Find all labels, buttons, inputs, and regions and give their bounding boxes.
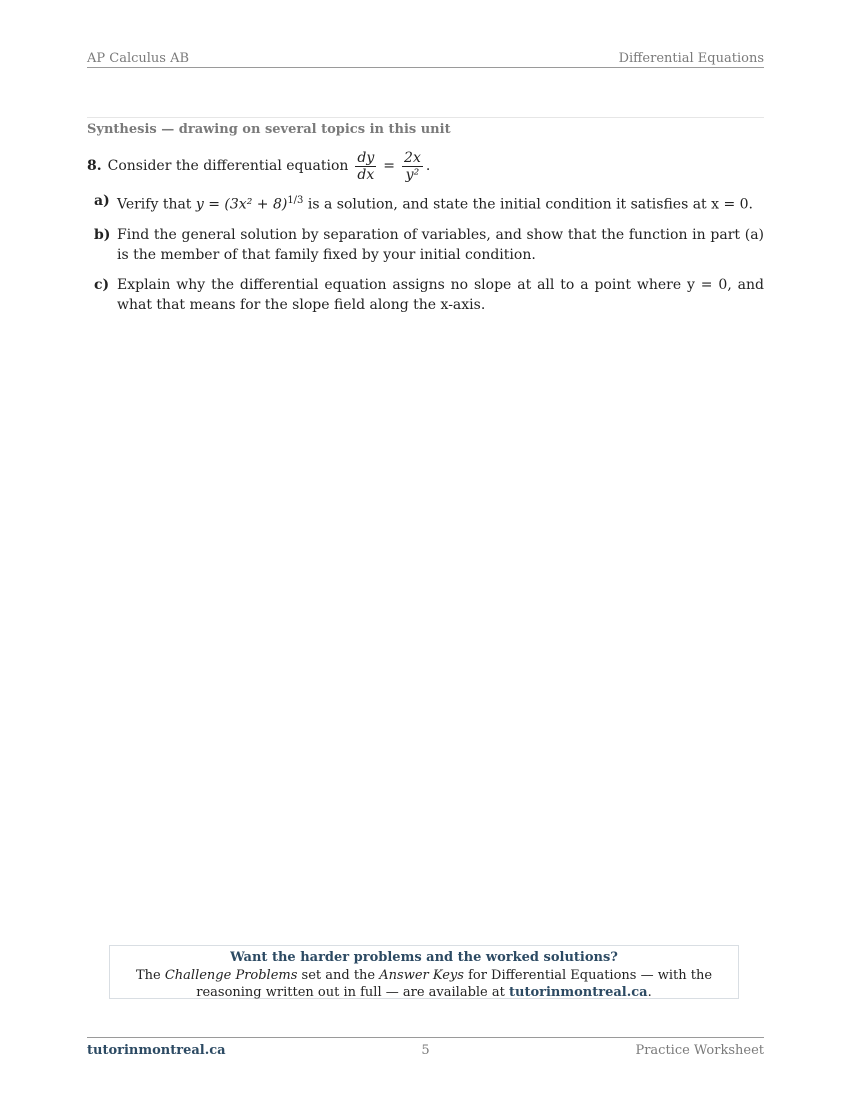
promo-body: The Challenge Problems set and the Answer Keys for Differential Equations — with the reasoning written out in full — are available at tutorinmontreal.ca. [135,968,713,1000]
answer-keys-label: Answer Keys [379,968,464,983]
section-divider [87,117,764,118]
problem-parts [87,191,764,325]
rhs-denominator: y² [405,166,420,183]
problem-intro: Consider the differential equation [107,157,349,174]
page-header [87,51,764,68]
challenge-problems-label: Challenge Problems [164,968,298,983]
footer-site-link[interactable]: tutorinmontreal.ca [87,1043,226,1058]
promo-title: Want the harder problems and the worked solutions? [230,950,618,965]
part-label: c) [94,276,110,293]
statement-end: . [425,157,431,174]
part-a-math: y = (3x² + 8) [195,196,288,213]
topic-title: Differential Equations [618,51,764,66]
part-b-text: Find the general solution by separation of variables, and show that the function in part (a) is the member of that family fixed by your initial condition. [117,226,764,263]
rhs-fraction [402,150,423,183]
promo-box [109,945,739,999]
page-number: 5 [421,1043,430,1058]
problem-statement [87,146,767,186]
part-label: b) [94,226,111,243]
problem-number: 8. [87,157,102,174]
part-c-text: Explain why the differential equation assigns no slope at all to a point where y = 0, and what that means for the slope field along the x-axis. [117,276,764,313]
part-a-pre: Verify that [117,196,196,213]
part-a [87,191,764,215]
rhs-numerator: 2x [404,149,421,166]
promo-link[interactable]: tutorinmontreal.ca [509,985,648,1000]
equals-sign: = [383,157,396,174]
fraction-denominator: dx [357,166,375,183]
page-footer [87,1037,764,1058]
problem-8 [87,146,767,186]
part-b [87,225,764,265]
part-a-exponent: 1/3 [287,195,304,206]
part-a-post: is a solution, and state the initial condition it satisfies at x = 0. [303,196,754,213]
section-title: Synthesis — drawing on several topics in this unit [87,122,451,137]
footer-label: Practice Worksheet [635,1043,764,1058]
fraction-numerator: dy [357,149,375,166]
part-c [87,275,764,315]
course-title: AP Calculus AB [87,51,190,66]
part-label: a) [94,193,110,209]
derivative-fraction [355,150,376,183]
